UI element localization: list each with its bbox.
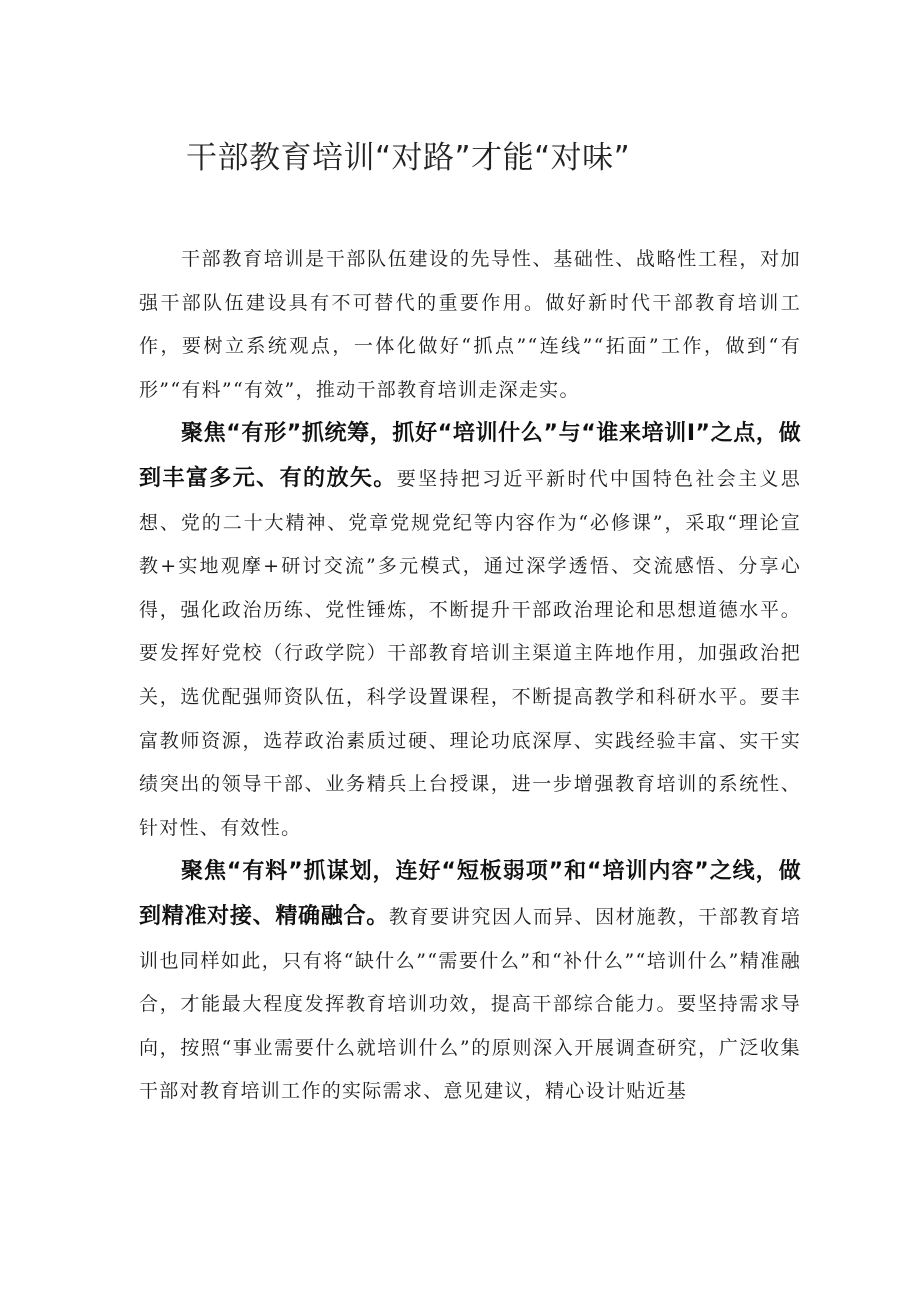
body-paragraph-section-2 [139, 850, 801, 1114]
paragraph-text: 教育要讲究因人而异、因材施教，干部教育培训也同样如此，只有将“缺什么”“需要什么”和“补什么”“培训什么”精准融合，才能最大程度发挥教育培训功效，提高干部综合能力。要坚持需求导向，按照“事业需要什么就培训什么”的原则深入开展调查研究，广泛收集干部对教育培训工作的实际需求、意见建议，精心设计贴近基 [139, 905, 801, 1103]
paragraph-text: 干部教育培训是干部队伍建设的先导性、基础性、战略性工程，对加强干部队伍建设具有不可替代的重要作用。做好新时代干部教育培训工作，要树立系统观点，一体化做好“抓点”“连线”“拓面”工作，做到“有形”“有料”“有效”，推动干部教育培训走深走实。 [139, 248, 801, 401]
section-heading-lead: 聚焦“有形”抓统筹，抓好“培训什么”与“谁来培训I”之点，做到丰富多元、有的放矢。 [139, 421, 801, 491]
body-paragraph-section-1 [139, 412, 801, 850]
paragraph-text: 要坚持把习近平新时代中国特色社会主义思想、党的二十大精神、党章党规党纪等内容作为“必修课”，采取“理论宣教+实地观摩+研讨交流”多元模式，通过深学透悟、交流感悟、分享心得，强化政治历练、党性锤炼，不断提升干部政治理论和思想道德水平。要发挥好党校（行政学院）干部教育培训主渠道主阵地作用，加强政治把关，选优配强师资队伍，科学设置课程，不断提高教学和科研水平。要丰富教师资源，选荐政治素质过硬、理论功底深厚、实践经验丰富、实干实绩突出的领导干部、业务精兵上台授课，进一步增强教育培训的系统性、针对性、有效性。 [139, 467, 802, 839]
section-heading-lead: 聚焦“有料”抓谋划，连好“短板弱项”和“培训内容”之线，做到精准对接、精确融合。 [139, 859, 801, 929]
document-title: 干部教育培训“对路”才能“对味” [186, 140, 631, 176]
document-body [139, 238, 801, 1114]
body-paragraph-intro [139, 238, 801, 412]
